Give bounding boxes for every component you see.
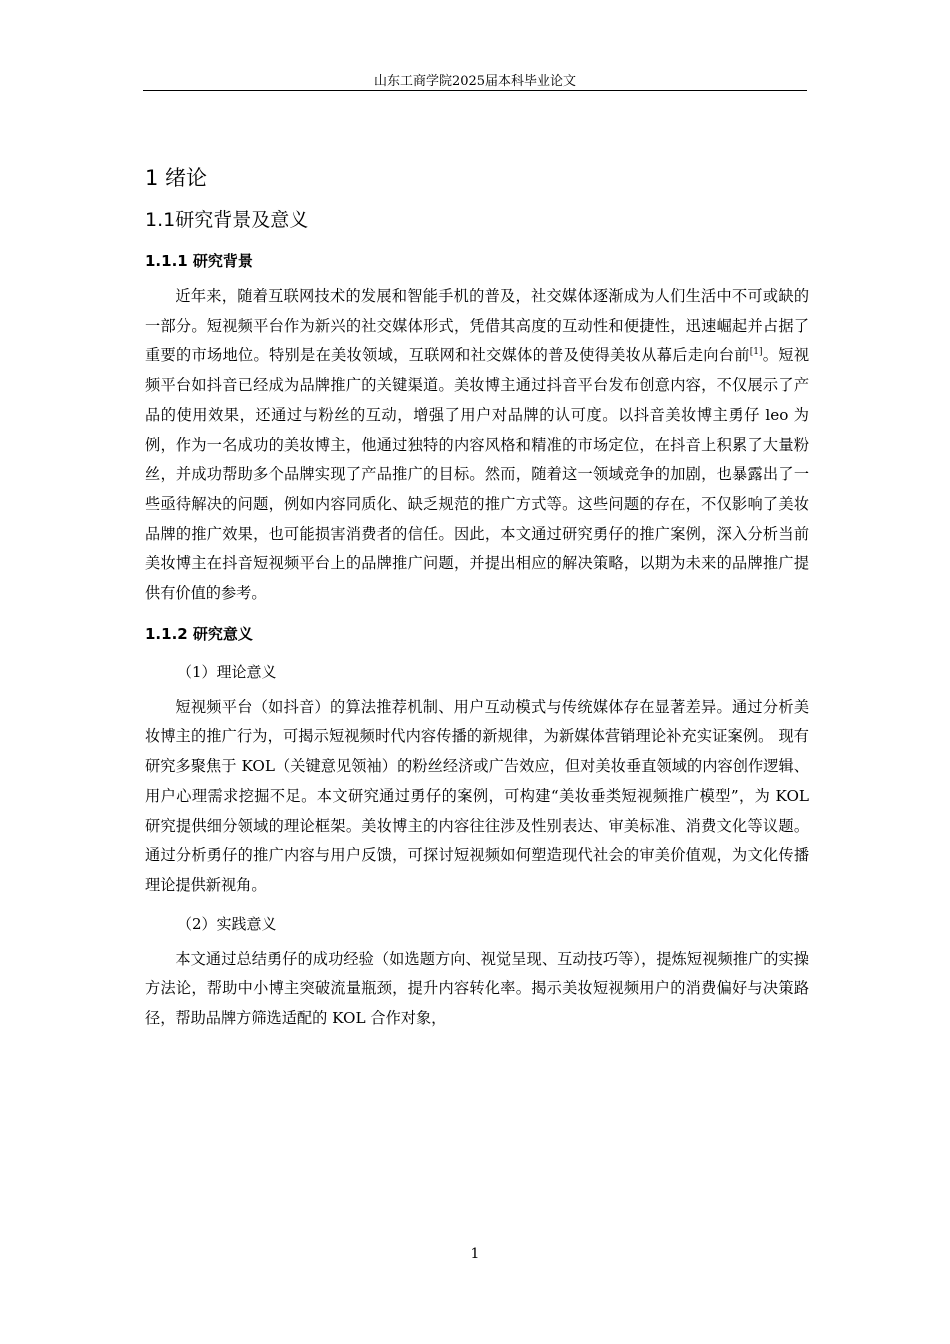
background-paragraph [145, 282, 809, 609]
chapter-title: 1 绪论 [145, 166, 208, 190]
page-number: 1 [470, 1246, 480, 1262]
subsection-title-background: 1.1.1 研究背景 [145, 252, 253, 270]
theory-significance-paragraph: 短视频平台（如抖音）的算法推荐机制、用户互动模式与传统媒体存在显著差异。通过分析美妆博主的推广行为，可揭示短视频时代内容传播的新规律，为新媒体营销理论补充实证案例。 现有研究多聚焦于 KOL（关键意见领袖）的粉丝经济或广告效应，但对美妆垂直领域的内容创作逻辑、用户心理需求挖掘不足。本文研究通过勇仔的案例，可构建“美妆垂类短视频推广模型”，为 KOL 研究提供细分领域的理论框架。美妆博主的内容往往涉及性别表达、审美标准、消费文化等议题。通过分析勇仔的推广内容与用户反馈，可探讨短视频如何塑造现代社会的审美价值观，为文化传播理论提供新视角。 [145, 697, 809, 894]
practice-significance-paragraph: 本文通过总结勇仔的成功经验（如选题方向、视觉呈现、互动技巧等），提炼短视频推广的实操方法论，帮助中小博主突破流量瓶颈，提升内容转化率。揭示美妆短视频用户的消费偏好与决策路径，帮助品牌方筛选适配的 KOL 合作对象， [145, 949, 809, 1028]
section-title: 1.1研究背景及意义 [145, 209, 309, 231]
running-header: 山东工商学院2025届本科毕业论文 [373, 74, 577, 89]
background-text-part2: 。短视频平台如抖音已经成为品牌推广的关键渠道。美妆博主通过抖音平台发布创意内容，不仅展示了产品的使用效果，还通过与粉丝的互动，增强了用户对品牌的认可度。以抖音美妆博主勇仔 leo 为例，作为一名成功的美妆博主，他通过独特的内容风格和精准的市场定位，在抖音上积累了大量粉丝，并成功帮助多个品牌实现了产品推广的目标。然而，随着这一领域竞争的加剧，也暴露出了一些亟待解决的问题，例如内容同质化、缺乏规范的推广方式等。这些问题的存在，不仅影响了美妆品牌的推广效果，也可能损害消费者的信任。因此，本文通过研究勇仔的推广案例，深入分析当前美妆博主在抖音短视频平台上的品牌推广问题，并提出相应的解决策略，以期为未来的品牌推广提供有价值的参考。 [145, 346, 810, 603]
page-body [145, 160, 809, 1034]
header-rule [143, 90, 807, 91]
theory-significance-label: （1）理论意义 [177, 662, 277, 681]
subsection-title-significance: 1.1.2 研究意义 [145, 624, 253, 643]
background-text-part1: 近年来，随着互联网技术的发展和智能手机的普及，社交媒体逐渐成为人们生活中不可或缺的一部分。短视频平台作为新兴的社交媒体形式，凭借其高度的互动性和便捷性，迅速崛起并占据了重要的市场地位。特别是在美妆领域，互联网和社交媒体的普及使得美妆从幕后走向台前 [145, 287, 809, 365]
citation-mark[interactable]: [1] [749, 347, 763, 358]
practice-significance-label: （2）实践意义 [177, 914, 277, 933]
